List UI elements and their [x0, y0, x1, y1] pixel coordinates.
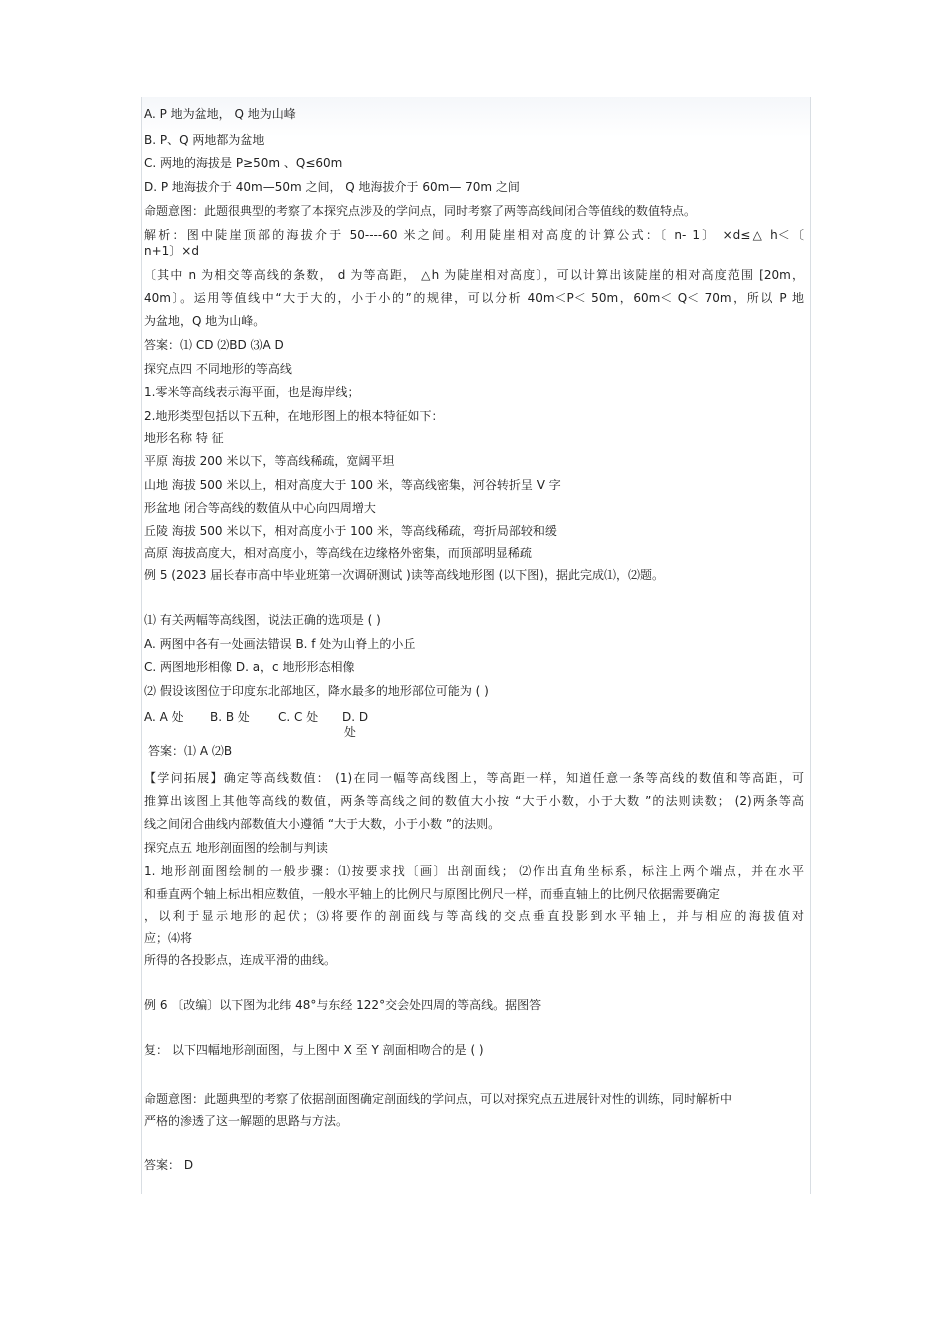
analysis-line-2: n+1〕×d: [144, 244, 199, 258]
question-1-line: ⑴ 有关两幅等高线图，说法正确的选项是 ( ): [144, 613, 381, 627]
terrain-table-header: 地形名称 特 征: [144, 431, 224, 445]
question-2-option-d-suffix: 处: [344, 725, 357, 739]
extension-line-2: 推算出该图上其他等高线的数值，两条等高线之间的数值大小按 “大于小数，小于大数 ”的法则读数； (2)两条等高: [144, 794, 804, 808]
option-a-line: A. P 地为盆地， Q 地为山峰: [144, 107, 296, 121]
section-4-heading: 探究点四 不同地形的等高线: [144, 362, 292, 376]
terrain-row-basin: 形盆地 闭合等高线的数值从中心向四周增大: [144, 501, 376, 515]
option-b-line: B. P、Q 两地都为盆地: [144, 133, 265, 147]
question-2-option-b: B. B 处: [210, 710, 250, 724]
extension-line-3: 线之间闭合曲线内部数值大小遵循 “大于大数，小于小数 ”的法则。: [144, 817, 501, 831]
analysis-line-5: 为盆地，Q 地为山峰。: [144, 314, 266, 328]
list-item-1: 1.零米等高线表示海平面，也是海岸线；: [144, 385, 360, 399]
steps-line-3: ，以利于显示地形的起伏；⑶将要作的剖面线与等高线的交点垂直投影到水平轴上，并与相应的海拔值对: [144, 909, 804, 923]
question-1-options-ab: A. 两图中各有一处画法错误 B. f 处为山脊上的小丘: [144, 637, 416, 651]
question-2-line: ⑵ 假设该图位于印度东北部地区，降水最多的地形部位可能为 ( ): [144, 684, 489, 698]
answer-line-1: 答案：⑴ CD ⑵BD ⑶A D: [144, 338, 284, 352]
analysis-line-3: 〔其中 n 为相交等高线的条数， d 为等高距， △h 为陡崖相对高度〕，可以计算出该陡崖的相对高度范围 [20m，: [144, 268, 804, 282]
question-2-option-c: C. C 处: [278, 710, 319, 724]
steps-line-4: 应；⑷将: [144, 931, 193, 945]
terrain-row-plateau: 高原 海拔高度大，相对高度小，等高线在边缘格外密集，而顶部明显稀疏: [144, 546, 532, 560]
terrain-row-plain: 平原 海拔 200 米以下，等高线稀疏，宽阔平坦: [144, 454, 395, 468]
option-d-line: D. P 地海拔介于 40m—50m 之间， Q 地海拔介于 60m— 70m 之间: [144, 180, 520, 194]
terrain-row-hill: 丘陵 海拔 500 米以下，相对高度小于 100 米，等高线稀疏，弯折局部较和缓: [144, 524, 557, 538]
analysis-line-1: 解析：图中陡崖顶部的海拔介于 50----60 米之间。利用陡崖相对高度的计算公式：〔 n- 1〕 ×d≤△ h＜〔: [144, 228, 804, 242]
extension-line-1: 【学问拓展】确定等高线数值： (1)在同一幅等高线图上，等高距一样，知道任意一条等高线的数值和等高距，可: [144, 771, 804, 785]
question-2-option-d: D. D: [342, 710, 369, 724]
option-c-line: C. 两地的海拔是 P≥50m 、Q≤60m: [144, 156, 343, 170]
question-1-options-cd: C. 两图地形相像 D. a，c 地形形态相像: [144, 660, 355, 674]
analysis-line-4: 40m〕。运用等值线中“大于大的，小于小的”的规律，可以分析 40m＜P＜ 50m，60m＜ Q＜ 70m，所以 P 地: [144, 291, 804, 305]
example-6-line: 例 6 〔改编〕以下图为北纬 48°与东经 122°交会处四周的等高线。据图答: [144, 998, 542, 1012]
intent-line-2b: 严格的渗透了这一解题的思路与方法。: [144, 1114, 349, 1128]
example-6-question: 复： 以下四幅地形剖面图，与上图中 X 至 Y 剖面相吻合的是 ( ): [144, 1043, 484, 1057]
example-5-line: 例 5 (2023 届长春市高中毕业班第一次调研测试 )读等高线地形图 (以下图)，据此完成⑴，⑵题。: [144, 568, 664, 582]
steps-line-5: 所得的各投影点，连成平滑的曲线。: [144, 953, 337, 967]
answer-line-3: 答案： D: [144, 1158, 194, 1172]
intent-line-2a: 命题意图：此题典型的考察了依据剖面图确定剖面线的学问点，可以对探究点五进展针对性的训练，同时解析中: [144, 1092, 733, 1106]
steps-line-2: 和垂直两个轴上标出相应数值，一般水平轴上的比例尺与原图比例尺一样，而垂直轴上的比例尺依据需要确定: [144, 887, 721, 901]
question-2-option-a: A. A 处: [144, 710, 184, 724]
answer-line-2: 答案：⑴ A ⑵B: [148, 744, 233, 758]
list-item-2: 2.地形类型包括以下五种，在地形图上的根本特征如下：: [144, 409, 444, 423]
intent-line: 命题意图：此题很典型的考察了本探究点涉及的学问点，同时考察了两等高线间闭合等值线的数值特点。: [144, 204, 697, 218]
section-5-heading: 探究点五 地形剖面图的绘制与判读: [144, 841, 328, 855]
terrain-row-mountain: 山地 海拔 500 米以上，相对高度大于 100 米，等高线密集，河谷转折呈 V 字: [144, 478, 561, 492]
steps-line-1: 1. 地形剖面图绘制的一般步骤：⑴按要求找〔画〕出剖面线； ⑵作出直角坐标系，标注上两个端点，并在水平: [144, 864, 804, 878]
